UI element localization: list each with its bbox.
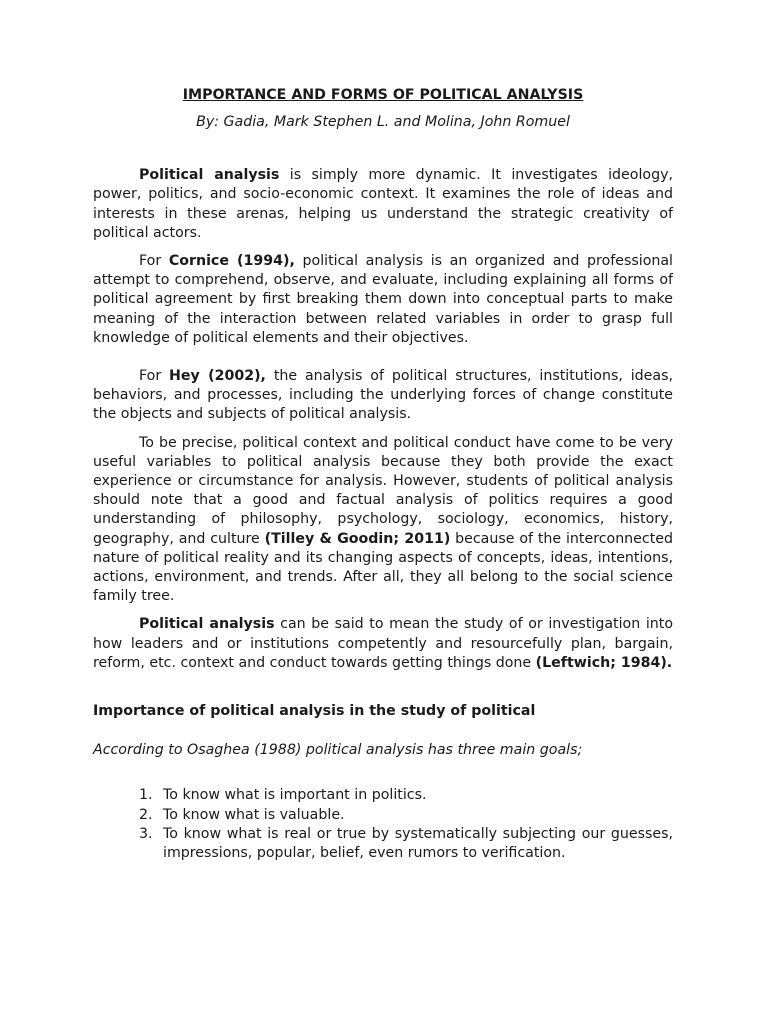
paragraph-3-text: the analysis of political structures, institutions, ideas, behaviors, and processes, including the underlying forces of change constitute the objects and subjects of political analysis. <box>93 368 674 423</box>
document-page <box>93 86 673 863</box>
paragraph-2 <box>93 252 673 348</box>
paragraph-3-citation: Hey (2002), <box>169 368 266 385</box>
paragraph-1 <box>93 166 673 243</box>
paragraph-5-lead: Political analysis <box>139 616 275 633</box>
list-item-text: To know what is real or true by systematically subjecting our guesses, impressions, popular, belief, even rumors to verification. <box>163 825 673 862</box>
paragraph-5 <box>93 615 673 673</box>
paragraph-5-text: can be said to mean the study of or investigation into how leaders and or institutions competently and resourcefully plan, bargain, reform, etc. context and conduct towards getting things done <box>93 616 674 671</box>
paragraph-1-text: is simply more dynamic. It investigates ideology, power, politics, and socio-economic context. It examines the role of ideas and interests in these arenas, helping us understand the strategic creativity of political actors. <box>93 167 673 241</box>
goals-intro: According to Osaghea (1988) political analysis has three main goals; <box>93 742 583 759</box>
document-title: IMPORTANCE AND FORMS OF POLITICAL ANALYSIS <box>182 87 584 103</box>
paragraph-4 <box>93 434 673 607</box>
list-item-number: 1. <box>139 787 153 804</box>
list-item <box>93 806 673 825</box>
list-item <box>93 786 673 805</box>
list-item <box>93 825 673 863</box>
paragraph-4-citation: (Tilley & Goodin; 2011) <box>264 530 451 547</box>
document-byline: By: Gadia, Mark Stephen L. and Molina, John Romuel <box>196 114 570 130</box>
goals-list <box>93 786 673 863</box>
paragraph-4-text: To be precise, political context and political conduct have come to be very useful variables to political analysis because they both provide the exact experience or circumstance for analysis. However, students of political analysis should note that a good and factual analysis of politics requires a good understanding of philosophy, psychology, sociology, economics, history, geography, and culture <box>93 434 673 547</box>
paragraph-2-text: political analysis is an organized and professional attempt to comprehend, observe, and evaluate, including explaining all forms of political agreement by first breaking them down into conceptual parts to make meaning of the interaction between related variables in order to grasp full knowledge of political elements and their objectives. <box>93 253 673 346</box>
paragraph-1-lead: Political analysis <box>139 167 280 184</box>
section-heading: Importance of political analysis in the study of political <box>93 703 536 720</box>
list-item-number: 2. <box>139 806 153 823</box>
paragraph-5-citation: (Leftwich; 1984). <box>535 654 673 671</box>
paragraph-2-citation: Cornice (1994), <box>168 253 295 270</box>
paragraph-3 <box>93 367 673 425</box>
paragraph-4-text-after: because of the interconnected nature of political reality and its changing aspects of concepts, ideas, intentions, actions, environment, and trends. After all, they all belong to the social science family tree. <box>93 530 673 605</box>
paragraph-2-prefix: For <box>139 253 169 270</box>
list-item-text: To know what is important in politics. <box>163 787 427 804</box>
paragraph-3-prefix: For <box>139 368 170 385</box>
list-item-number: 3. <box>139 825 153 842</box>
list-item-text: To know what is valuable. <box>163 806 345 823</box>
